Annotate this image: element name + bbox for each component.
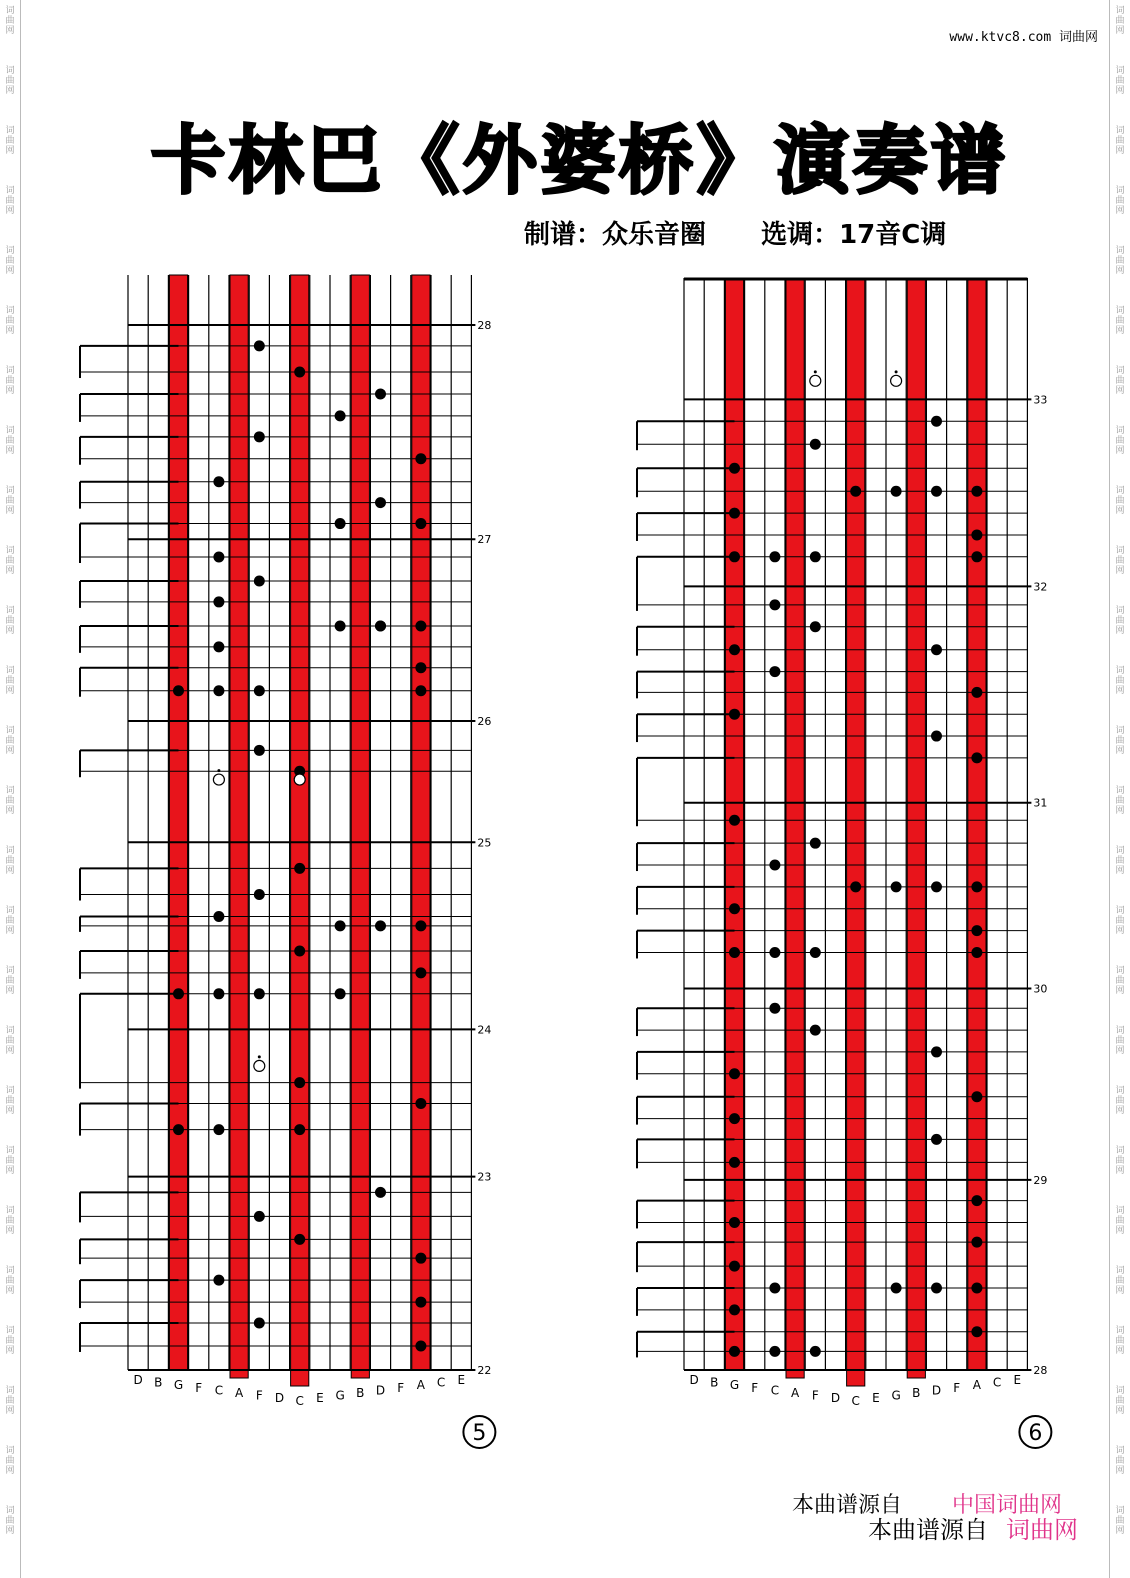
bar-number: 31 xyxy=(1033,796,1048,810)
note-dot xyxy=(254,340,265,351)
note-dot xyxy=(173,988,184,999)
tab-page-5 xyxy=(80,275,495,1448)
note-dot xyxy=(971,752,982,763)
key-label: F xyxy=(255,1388,263,1403)
note-dot xyxy=(294,863,305,874)
watermark-text: 词 曲 网 xyxy=(1115,1086,1125,1116)
note-dot xyxy=(971,1195,982,1206)
key-label: D xyxy=(689,1373,699,1387)
footer-faint-site: 中国词曲网 xyxy=(952,1493,1063,1518)
watermark-text: 词 曲 网 xyxy=(5,1146,15,1176)
note-dot xyxy=(729,815,740,826)
note-dot xyxy=(294,945,305,956)
key-label: B xyxy=(912,1386,921,1400)
note-dot xyxy=(213,551,224,562)
watermark-text: 词 曲 网 xyxy=(1115,966,1125,996)
key-label: E xyxy=(457,1373,466,1387)
tine-red xyxy=(786,278,804,1378)
key-label: D xyxy=(133,1373,143,1387)
note-dot xyxy=(375,388,386,399)
note-dot xyxy=(931,1046,942,1057)
watermark-text: 词 曲 网 xyxy=(1115,186,1125,216)
note-dot xyxy=(850,881,861,892)
tine-red xyxy=(968,278,986,1370)
note-dot xyxy=(971,881,982,892)
key-label: G xyxy=(729,1378,740,1393)
note-dot xyxy=(971,687,982,698)
note-dot xyxy=(415,967,426,978)
key-label: F xyxy=(397,1380,405,1395)
note-dot xyxy=(729,709,740,720)
octave-dot xyxy=(298,769,301,772)
note-dot xyxy=(971,1326,982,1337)
note-dot xyxy=(335,620,346,631)
bar-number: 32 xyxy=(1033,580,1048,594)
open-note xyxy=(294,774,305,785)
key-label: A xyxy=(972,1378,982,1393)
watermark-text: 词 曲 网 xyxy=(1115,426,1125,456)
key-label: G xyxy=(173,1378,184,1393)
site-url[interactable]: www.ktvc8.com 词曲网 xyxy=(949,30,1098,45)
tine-red xyxy=(907,278,925,1378)
bar-number: 26 xyxy=(477,715,492,729)
note-dot xyxy=(173,685,184,696)
note-dot xyxy=(729,1068,740,1079)
watermark-text: 词 曲 网 xyxy=(1115,906,1125,936)
note-dot xyxy=(769,947,780,958)
note-dot xyxy=(971,1237,982,1248)
note-dot xyxy=(931,644,942,655)
note-dot xyxy=(810,551,821,562)
note-dot xyxy=(769,1283,780,1294)
note-dot xyxy=(415,1340,426,1351)
key-label: C xyxy=(770,1383,780,1398)
watermark-text: 词 曲 网 xyxy=(1115,366,1125,396)
watermark-text: 词 曲 网 xyxy=(5,1506,15,1536)
key-label: E xyxy=(872,1391,880,1406)
bar-number: 33 xyxy=(1033,393,1048,407)
watermark-text: 词 曲 网 xyxy=(1115,1146,1125,1176)
key-label: A xyxy=(416,1378,426,1393)
watermark-text: 词 曲 网 xyxy=(1115,246,1125,276)
note-dot xyxy=(810,621,821,632)
watermark-text: 词 曲 网 xyxy=(5,306,15,336)
note-dot xyxy=(810,838,821,849)
open-note xyxy=(891,375,902,386)
open-note xyxy=(254,1060,265,1071)
note-dot xyxy=(931,416,942,427)
note-dot xyxy=(971,947,982,958)
watermark-text: 词 曲 网 xyxy=(1115,786,1125,816)
tine-red xyxy=(412,275,430,1370)
key-label: A xyxy=(234,1386,244,1400)
bar-number: 30 xyxy=(1033,982,1048,996)
watermark-text: 词 曲 网 xyxy=(5,426,15,456)
key-label: D xyxy=(931,1383,942,1398)
bar-number: 23 xyxy=(477,1170,492,1184)
note-dot xyxy=(769,1003,780,1014)
note-dot xyxy=(810,439,821,450)
note-dot xyxy=(971,551,982,562)
note-dot xyxy=(931,1134,942,1145)
key-label: D xyxy=(830,1391,841,1406)
watermark-text: 词 曲 网 xyxy=(5,66,15,96)
watermark-text: 词 曲 网 xyxy=(1115,1386,1125,1416)
note-dot xyxy=(810,1025,821,1036)
watermark-text: 词 曲 网 xyxy=(5,126,15,156)
watermark-text: 词 曲 网 xyxy=(5,366,15,396)
octave-dot xyxy=(258,1055,261,1058)
note-dot xyxy=(891,486,902,497)
note-dot xyxy=(254,745,265,756)
note-dot xyxy=(729,1346,740,1357)
key-label: F xyxy=(811,1388,819,1403)
watermark-text: 词 曲 网 xyxy=(1115,486,1125,516)
watermark-text: 词 曲 网 xyxy=(5,1266,15,1296)
watermark-text: 词 曲 网 xyxy=(5,186,15,216)
note-dot xyxy=(213,1275,224,1286)
note-dot xyxy=(729,1113,740,1124)
note-dot xyxy=(375,920,386,931)
bar-number: 28 xyxy=(477,319,492,332)
note-dot xyxy=(729,463,740,474)
tine-red xyxy=(169,275,187,1370)
bar-number: 28 xyxy=(1033,1364,1048,1377)
footer-text: 本曲谱源自 xyxy=(868,1516,988,1544)
note-dot xyxy=(375,1187,386,1198)
watermark-text: 词 曲 网 xyxy=(1115,1506,1125,1536)
watermark-text: 词 曲 网 xyxy=(5,1446,15,1476)
watermark-text: 词 曲 网 xyxy=(1115,66,1125,96)
key-label: B xyxy=(154,1375,163,1390)
watermark-text: 词 曲 网 xyxy=(1115,1326,1125,1356)
key-label: C xyxy=(851,1393,860,1408)
key-label: F xyxy=(953,1380,961,1395)
note-dot xyxy=(769,1346,780,1357)
note-dot xyxy=(335,988,346,999)
watermark-text: 词 曲 网 xyxy=(5,1326,15,1356)
note-dot xyxy=(415,453,426,464)
note-dot xyxy=(769,551,780,562)
note-dot xyxy=(891,1283,902,1294)
watermark-text: 词 曲 网 xyxy=(5,666,15,696)
watermark-text: 词 曲 网 xyxy=(5,1086,15,1116)
page-number: 6 xyxy=(1028,1421,1043,1446)
note-dot xyxy=(415,518,426,529)
key-label: G xyxy=(891,1388,901,1403)
note-dot xyxy=(294,1234,305,1245)
watermark-text: 词 曲 网 xyxy=(5,1386,15,1416)
note-dot xyxy=(254,1211,265,1222)
watermark-text: 词 曲 网 xyxy=(1115,126,1125,156)
key-label: F xyxy=(751,1380,759,1395)
watermark-text: 词 曲 网 xyxy=(5,846,15,876)
tine-red xyxy=(351,275,369,1378)
note-dot xyxy=(729,947,740,958)
note-dot xyxy=(213,988,224,999)
note-dot xyxy=(769,666,780,677)
note-dot xyxy=(931,881,942,892)
note-dot xyxy=(729,508,740,519)
note-dot xyxy=(254,1317,265,1328)
note-dot xyxy=(173,1124,184,1135)
note-dot xyxy=(294,1124,305,1135)
note-dot xyxy=(213,1124,224,1135)
key-label: C xyxy=(214,1383,224,1398)
watermark-text: 词 曲 网 xyxy=(1115,726,1125,756)
watermark-text: 词 曲 网 xyxy=(5,906,15,936)
note-dot xyxy=(415,1098,426,1109)
note-dot xyxy=(335,920,346,931)
tine-red xyxy=(291,275,309,1386)
key-label: C xyxy=(295,1393,304,1408)
note-dot xyxy=(213,911,224,922)
page-title: 卡林巴《外婆桥》演奏谱 xyxy=(151,118,1009,204)
octave-dot xyxy=(217,769,220,772)
note-dot xyxy=(729,903,740,914)
note-dot xyxy=(213,476,224,487)
note-dot xyxy=(971,529,982,540)
key-label: G xyxy=(335,1388,345,1403)
key-label: C xyxy=(992,1375,1002,1390)
open-note xyxy=(810,375,821,386)
watermark-text: 词 曲 网 xyxy=(1115,1026,1125,1056)
key-credit: 选调：17音C调 xyxy=(761,220,947,250)
note-dot xyxy=(294,367,305,378)
key-label: B xyxy=(356,1386,365,1400)
watermark-text: 词 曲 网 xyxy=(1115,546,1125,576)
watermark-text: 词 曲 网 xyxy=(5,486,15,516)
note-dot xyxy=(729,1217,740,1228)
note-dot xyxy=(971,486,982,497)
watermark-text: 词 曲 网 xyxy=(5,786,15,816)
watermark-text: 词 曲 网 xyxy=(1115,1266,1125,1296)
bar-number: 27 xyxy=(477,533,492,547)
note-dot xyxy=(729,1157,740,1168)
watermark-text: 词 曲 网 xyxy=(1115,846,1125,876)
note-dot xyxy=(810,947,821,958)
note-dot xyxy=(294,1077,305,1088)
note-dot xyxy=(891,881,902,892)
watermark-text: 词 曲 网 xyxy=(1115,606,1125,636)
footer-source xyxy=(868,1510,1078,1545)
footer-faint-text: 本曲谱源自 xyxy=(792,1493,903,1518)
note-dot xyxy=(213,685,224,696)
tab-page-6 xyxy=(637,278,1051,1448)
note-dot xyxy=(769,860,780,871)
watermark-text: 词 曲 网 xyxy=(5,246,15,276)
note-dot xyxy=(415,1253,426,1264)
watermark-text: 词 曲 网 xyxy=(1115,666,1125,696)
bar-number: 29 xyxy=(1033,1173,1048,1187)
note-dot xyxy=(213,596,224,607)
note-dot xyxy=(769,599,780,610)
note-dot xyxy=(931,731,942,742)
octave-dot xyxy=(814,370,817,373)
note-dot xyxy=(971,925,982,936)
arranger-credit: 制谱：众乐音圈 xyxy=(524,220,707,250)
key-label: D xyxy=(375,1383,386,1398)
note-dot xyxy=(850,486,861,497)
note-dot xyxy=(415,920,426,931)
note-dot xyxy=(213,641,224,652)
note-dot xyxy=(254,431,265,442)
watermark-text: 词 曲 网 xyxy=(5,1206,15,1236)
note-dot xyxy=(375,497,386,508)
footer-site-link[interactable]: 词曲网 xyxy=(1006,1516,1078,1544)
watermark-text: 词 曲 网 xyxy=(5,546,15,576)
note-dot xyxy=(415,662,426,673)
note-dot xyxy=(415,685,426,696)
note-dot xyxy=(971,1091,982,1102)
bar-number: 24 xyxy=(477,1023,492,1037)
key-label: E xyxy=(316,1391,324,1406)
open-note xyxy=(213,774,224,785)
octave-dot xyxy=(895,370,898,373)
note-dot xyxy=(335,518,346,529)
key-label: D xyxy=(274,1391,285,1406)
note-dot xyxy=(254,889,265,900)
watermark-text: 词 曲 网 xyxy=(1115,6,1125,36)
note-dot xyxy=(415,620,426,631)
note-dot xyxy=(415,1297,426,1308)
note-dot xyxy=(729,551,740,562)
note-dot xyxy=(335,410,346,421)
watermark-text: 词 曲 网 xyxy=(1115,306,1125,336)
tine-red xyxy=(230,275,248,1378)
note-dot xyxy=(254,685,265,696)
watermark-text: 词 曲 网 xyxy=(5,606,15,636)
bar-number: 22 xyxy=(477,1364,492,1377)
watermark-text: 词 曲 网 xyxy=(5,966,15,996)
footer-source-faint xyxy=(792,1488,1063,1518)
watermark-text: 词 曲 网 xyxy=(1115,1446,1125,1476)
watermark-text: 词 曲 网 xyxy=(5,726,15,756)
note-dot xyxy=(729,1261,740,1272)
key-label: B xyxy=(710,1375,719,1390)
watermark-text: 词 曲 网 xyxy=(1115,1206,1125,1236)
watermark-text: 词 曲 网 xyxy=(5,6,15,36)
watermark-text: 词 曲 网 xyxy=(5,1026,15,1056)
key-label: C xyxy=(436,1375,446,1390)
note-dot xyxy=(931,1283,942,1294)
note-dot xyxy=(810,1346,821,1357)
note-dot xyxy=(254,988,265,999)
note-dot xyxy=(931,486,942,497)
key-label: F xyxy=(195,1380,203,1395)
note-dot xyxy=(254,576,265,587)
page-number: 5 xyxy=(472,1421,487,1446)
note-dot xyxy=(729,1304,740,1315)
key-label: A xyxy=(790,1386,800,1400)
bar-number: 25 xyxy=(477,836,492,850)
note-dot xyxy=(375,620,386,631)
note-dot xyxy=(971,1283,982,1294)
key-label: E xyxy=(1013,1373,1022,1387)
note-dot xyxy=(729,644,740,655)
